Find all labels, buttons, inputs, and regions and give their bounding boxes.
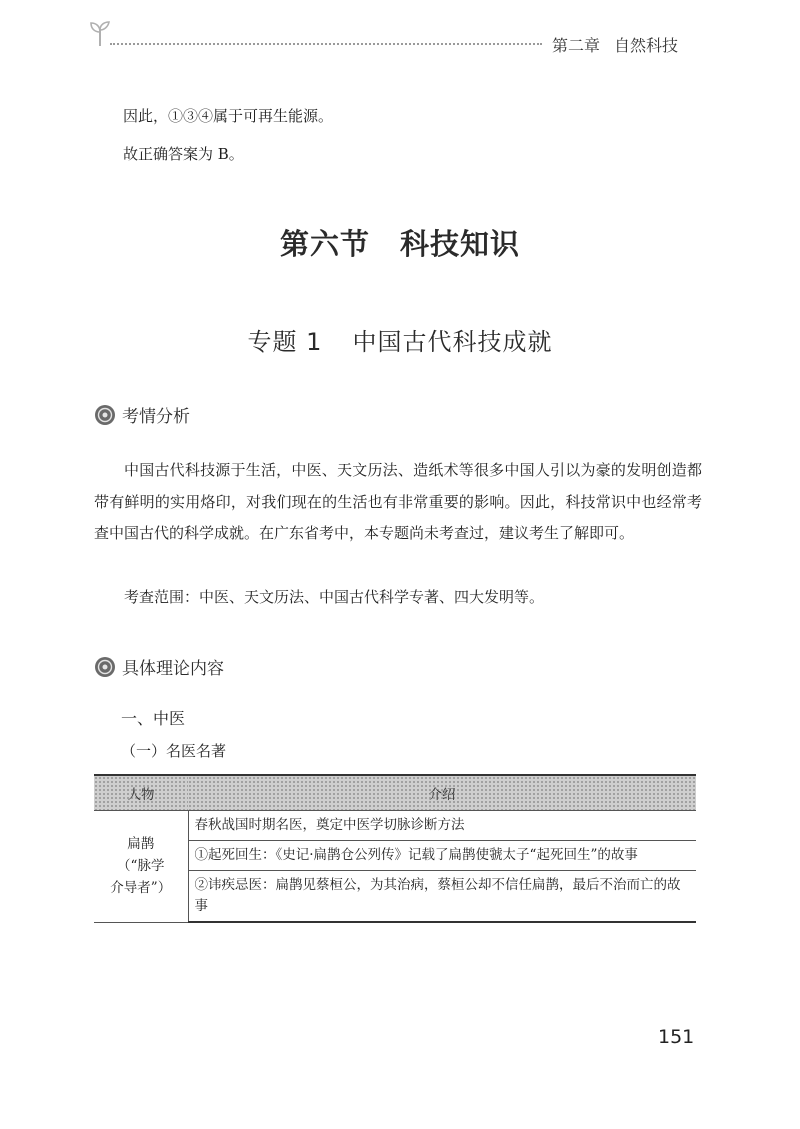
famous-doctors-table: [94, 774, 696, 923]
subheading-famous-doctors: （一）名医名著: [121, 742, 227, 760]
table-row: [94, 811, 696, 841]
topic-title: [0, 322, 800, 357]
analysis-paragraph-1: 中国古代科技源于生活，中医、天文历法、造纸术等很多中国人引以为豪的发明创造都带有鲜明的实用烙印，对我们现在的生活也有非常重要的影响。因此，科技常识中也经常考查中国古代的科学成就。在广东省考中，本专题尚未考查过，建议考生了解即可。: [94, 461, 702, 542]
column-header-person: 人物: [94, 775, 188, 811]
flower-badge-icon: [94, 656, 116, 678]
topic-name: 中国古代科技成就: [352, 328, 553, 356]
flower-badge-icon: [94, 404, 116, 426]
content-heading: [94, 654, 224, 679]
header-rule: [110, 43, 542, 45]
header-chapter-title: 自然科技: [614, 36, 679, 55]
person-name: 扁鹊: [127, 836, 155, 853]
section-name: 科技知识: [400, 227, 521, 261]
answer-line-2: 故正确答案为 B。: [123, 145, 244, 163]
section-title: [0, 222, 800, 263]
person-title-line-1: （“脉学: [117, 858, 165, 875]
topic-number: 专题 1: [247, 328, 323, 356]
analysis-paragraph-2: 考查范围：中医、天文历法、中国古代科学专著、四大发明等。: [124, 588, 545, 606]
answer-line-1: 因此，①③④属于可再生能源。: [123, 107, 334, 125]
analysis-heading: [94, 402, 190, 427]
content-heading-text: 具体理论内容: [122, 659, 224, 679]
section-number: 第六节: [279, 227, 370, 261]
intro-cell: ①起死回生：《史记·扁鹊仓公列传》记载了扁鹊使虢太子“起死回生”的故事: [188, 841, 696, 871]
person-title-line-2: 介导者”）: [110, 880, 172, 897]
header-chapter: 第二章: [552, 36, 601, 55]
person-cell: [94, 811, 188, 923]
table-header-row: [94, 775, 696, 811]
page-number: 151: [658, 1026, 695, 1048]
sprout-logo-icon: [88, 18, 112, 48]
running-header: [552, 33, 678, 56]
intro-cell: 春秋战国时期名医，奠定中医学切脉诊断方法: [188, 811, 696, 841]
intro-cell: ②讳疾忌医：扁鹊见蔡桓公，为其治病，蔡桓公却不信任扁鹊，最后不治而亡的故事: [188, 871, 696, 923]
column-header-intro: 介绍: [188, 775, 696, 811]
analysis-heading-text: 考情分析: [122, 407, 190, 427]
subheading-tcm: 一、中医: [121, 709, 186, 728]
